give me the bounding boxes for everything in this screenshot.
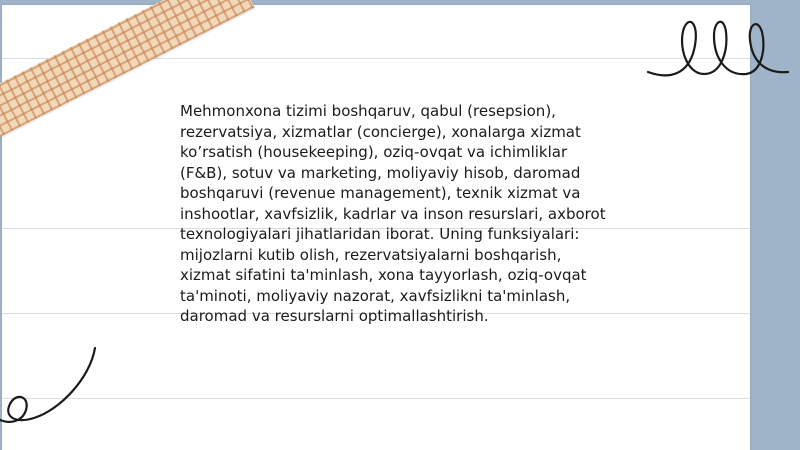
- loop-scribble-icon: [0, 340, 110, 430]
- body-paragraph: Mehmonxona tizimi boshqaruv, qabul (resepsion), rezervatsiya, xizmatlar (concierge), xonalarga xizmat ko’rsatish (housekeeping), oziq-ovqat va ichimliklar (F&B), sotuv va marketing, moliyaviy hisob, daromad boshqaruvi (revenue management), texnik xizmat va inshootlar, xavfsizlik, kadrlar va inson resurslari, axborot texnologiyalari jihatlaridan iborat. Uning funksiyalari: mijozlarni kutib olish, rezervatsiyalarni boshqarish, xizmat sifatini ta'minlash, xona tayyorlash, oziq-ovqat ta'minoti, moliyaviy nazorat, xavfsizlikni ta'minlash, daromad va resurslarni optimallashtirish.: [180, 102, 606, 325]
- loop-scribble-icon: [640, 10, 790, 85]
- ruled-line: [2, 398, 750, 399]
